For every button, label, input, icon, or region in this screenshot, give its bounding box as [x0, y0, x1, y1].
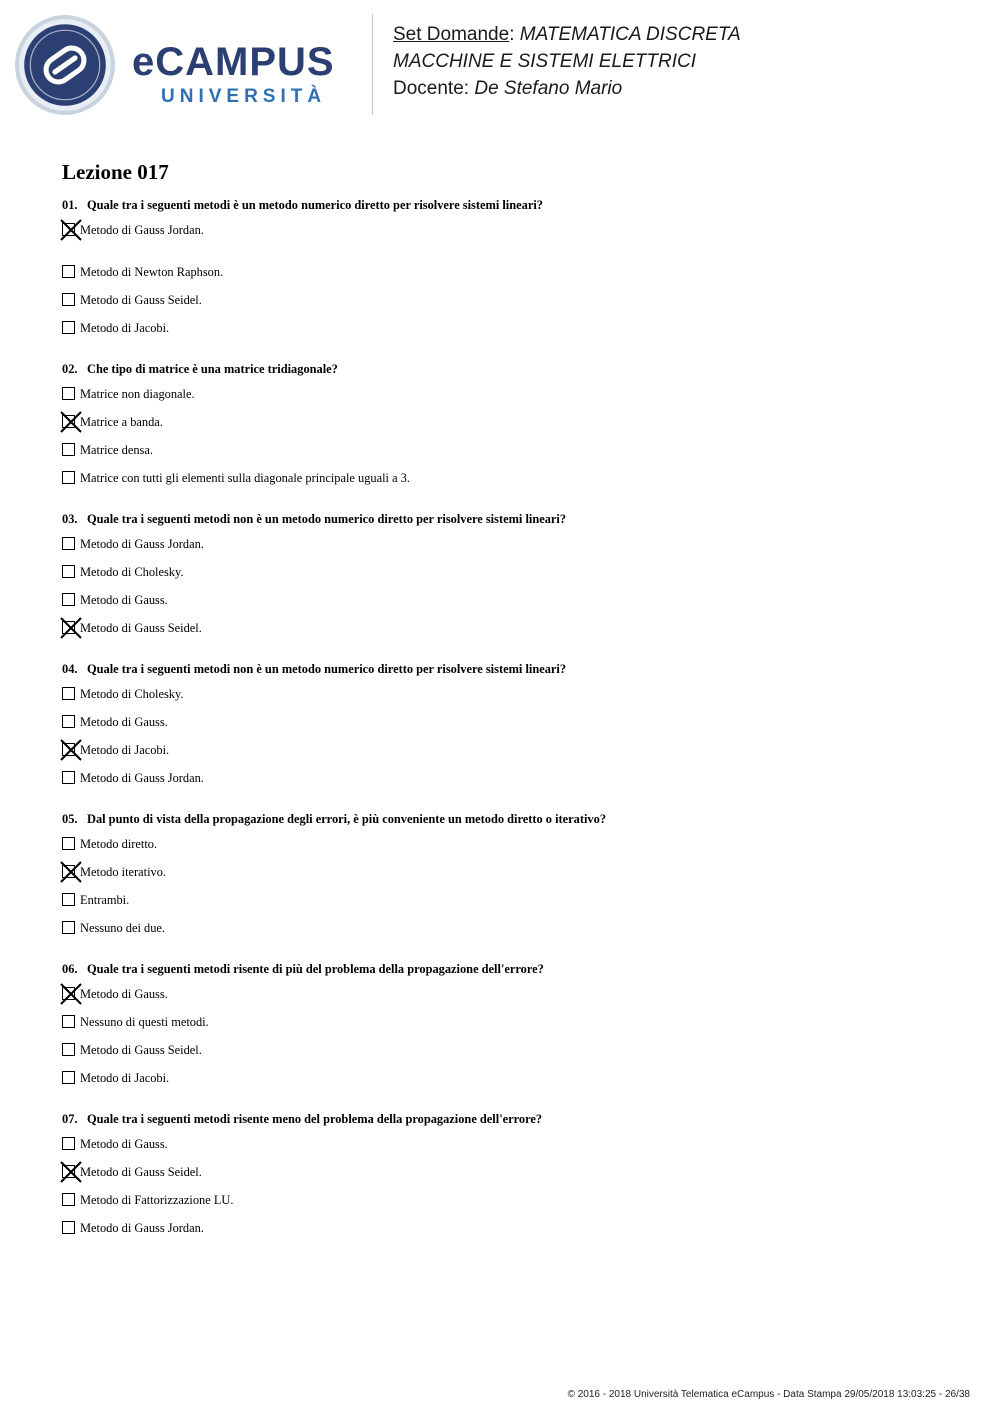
question-title [62, 512, 942, 527]
question-title [62, 362, 942, 377]
answer-option [62, 715, 942, 743]
checkbox[interactable] [62, 387, 75, 400]
question-number: 05. [62, 812, 78, 826]
answer-option [62, 1193, 942, 1221]
answer-option [62, 443, 942, 471]
checkbox[interactable] [62, 593, 75, 606]
answer-label: Metodo di Gauss Seidel. [80, 621, 202, 635]
checked-checkbox[interactable] [62, 223, 75, 236]
answer-label: Nessuno di questi metodi. [80, 1015, 209, 1029]
header-divider [372, 14, 373, 115]
question-block [62, 812, 942, 949]
answer-label: Matrice a banda. [80, 415, 163, 429]
cross-mark-icon [60, 983, 82, 1005]
question-block [62, 362, 942, 499]
cross-mark-icon [60, 861, 82, 883]
question-number: 01. [62, 198, 78, 212]
checkbox[interactable] [62, 1043, 75, 1056]
answer-option [62, 743, 942, 771]
answer-option [62, 987, 942, 1015]
checked-checkbox[interactable] [62, 415, 75, 428]
checkbox[interactable] [62, 537, 75, 550]
question-number: 04. [62, 662, 78, 676]
question-number: 07. [62, 1112, 78, 1126]
answer-option [62, 293, 942, 321]
checkbox[interactable] [62, 921, 75, 934]
answer-label: Metodo di Gauss Jordan. [80, 771, 204, 785]
answer-option [62, 1165, 942, 1193]
question-block [62, 512, 942, 649]
checkbox[interactable] [62, 715, 75, 728]
question-number: 03. [62, 512, 78, 526]
checkbox[interactable] [62, 1221, 75, 1234]
question-block [62, 1112, 942, 1249]
answer-label: Metodo di Jacobi. [80, 321, 170, 335]
answer-label: Metodo di Gauss Seidel. [80, 1165, 202, 1179]
header-info [393, 21, 741, 102]
answer-label: Metodo iterativo. [80, 865, 167, 879]
checked-checkbox[interactable] [62, 987, 75, 1000]
lesson-title: Lezione 017 [62, 160, 169, 184]
question-text: Dal punto di vista della propagazione degli errori, è più conveniente un metodo diretto o iterativo? [87, 812, 607, 826]
checkbox[interactable] [62, 565, 75, 578]
checkbox[interactable] [62, 265, 75, 278]
answer-option [62, 223, 942, 265]
page-footer: © 2016 - 2018 Università Telematica eCampus - Data Stampa 29/05/2018 13:03:25 - 26/38 [567, 1389, 970, 1400]
teacher-label: Docente [393, 78, 464, 99]
question-text: Quale tra i seguenti metodi è un metodo numerico diretto per risolvere sistemi lineari? [87, 198, 543, 212]
question-text: Quale tra i seguenti metodi risente meno del problema della propagazione dell'errore? [87, 1112, 543, 1126]
question-block [62, 962, 942, 1099]
question-number: 02. [62, 362, 78, 376]
checked-checkbox[interactable] [62, 1165, 75, 1178]
answer-option [62, 537, 942, 565]
answer-option [62, 687, 942, 715]
answer-option [62, 415, 942, 443]
checked-checkbox[interactable] [62, 865, 75, 878]
answer-label: Metodo di Gauss Jordan. [80, 537, 204, 551]
question-title [62, 812, 942, 827]
set-label: Set Domande [393, 24, 510, 45]
answer-label: Metodo di Gauss. [80, 987, 168, 1001]
answer-option [62, 837, 942, 865]
cross-mark-icon [60, 219, 82, 241]
answer-option [62, 593, 942, 621]
question-title [62, 198, 942, 213]
answer-option [62, 471, 942, 499]
question-block [62, 662, 942, 799]
cross-mark-icon [60, 739, 82, 761]
checkbox[interactable] [62, 471, 75, 484]
checkbox[interactable] [62, 771, 75, 784]
set-title: MATEMATICA DISCRETA [519, 24, 741, 45]
answer-option [62, 771, 942, 799]
answer-option [62, 893, 942, 921]
teacher-line: Docente: De Stefano Mario [393, 78, 623, 99]
course-name: MACCHINE E SISTEMI ELETTRICI [393, 51, 696, 72]
question-title [62, 1112, 942, 1127]
answer-label: Metodo di Gauss Jordan. [80, 1221, 204, 1235]
answer-label: Metodo di Gauss. [80, 593, 168, 607]
answer-label: Metodo di Fattorizzazione LU. [80, 1193, 234, 1207]
checkbox[interactable] [62, 893, 75, 906]
question-text: Che tipo di matrice è una matrice tridiagonale? [87, 362, 338, 376]
teacher-name: De Stefano Mario [474, 78, 623, 99]
checkbox[interactable] [62, 1137, 75, 1150]
cross-mark-icon [60, 617, 82, 639]
checkbox[interactable] [62, 1015, 75, 1028]
set-line: Set Domande: MATEMATICA DISCRETA [393, 24, 741, 45]
answer-option [62, 1071, 942, 1099]
checkbox[interactable] [62, 1071, 75, 1084]
answer-label: Metodo di Gauss. [80, 715, 168, 729]
question-list [62, 198, 942, 1262]
checkbox[interactable] [62, 443, 75, 456]
answer-label: Metodo diretto. [80, 837, 158, 851]
answer-label: Metodo di Jacobi. [80, 1071, 170, 1085]
question-number: 06. [62, 962, 78, 976]
answer-label: Matrice non diagonale. [80, 387, 195, 401]
answer-label: Metodo di Gauss Seidel. [80, 293, 202, 307]
question-title [62, 962, 942, 977]
answer-label: Metodo di Gauss Jordan. [80, 223, 204, 237]
answer-option [62, 865, 942, 893]
answer-label: Metodo di Cholesky. [80, 565, 184, 579]
answer-label: Metodo di Gauss. [80, 1137, 168, 1151]
question-title [62, 662, 942, 677]
answer-option [62, 565, 942, 593]
answer-label: Entrambi. [80, 893, 130, 907]
ecampus-seal-logo [14, 14, 116, 116]
checked-checkbox[interactable] [62, 743, 75, 756]
answer-label: Metodo di Newton Raphson. [80, 265, 224, 279]
checkbox[interactable] [62, 837, 75, 850]
answer-option [62, 1043, 942, 1071]
answer-option [62, 321, 942, 349]
answer-label: Matrice densa. [80, 443, 153, 457]
page-header [0, 0, 1000, 130]
question-text: Quale tra i seguenti metodi risente di più del problema della propagazione dell'errore? [87, 962, 544, 976]
answer-option [62, 387, 942, 415]
checked-checkbox[interactable] [62, 621, 75, 634]
checkbox[interactable] [62, 293, 75, 306]
answer-option [62, 921, 942, 949]
universita-wordmark: UNIVERSITÀ [161, 86, 327, 107]
answer-option [62, 621, 942, 649]
answer-label: Metodo di Cholesky. [80, 687, 184, 701]
checkbox[interactable] [62, 687, 75, 700]
checkbox[interactable] [62, 321, 75, 334]
question-text: Quale tra i seguenti metodi non è un metodo numerico diretto per risolvere sistemi lineari? [87, 662, 567, 676]
ecampus-wordmark: eCAMPUS [132, 40, 335, 84]
answer-option [62, 1137, 942, 1165]
question-text: Quale tra i seguenti metodi non è un metodo numerico diretto per risolvere sistemi lineari? [87, 512, 567, 526]
answer-option [62, 1221, 942, 1249]
checkbox[interactable] [62, 1193, 75, 1206]
answer-label: Matrice con tutti gli elementi sulla diagonale principale uguali a 3. [80, 471, 410, 485]
answer-label: Nessuno dei due. [80, 921, 165, 935]
answer-label: Metodo di Jacobi. [80, 743, 170, 757]
answer-option [62, 1015, 942, 1043]
cross-mark-icon [60, 411, 82, 433]
answer-option [62, 265, 942, 293]
cross-mark-icon [60, 1161, 82, 1183]
question-block [62, 198, 942, 349]
answer-label: Metodo di Gauss Seidel. [80, 1043, 202, 1057]
